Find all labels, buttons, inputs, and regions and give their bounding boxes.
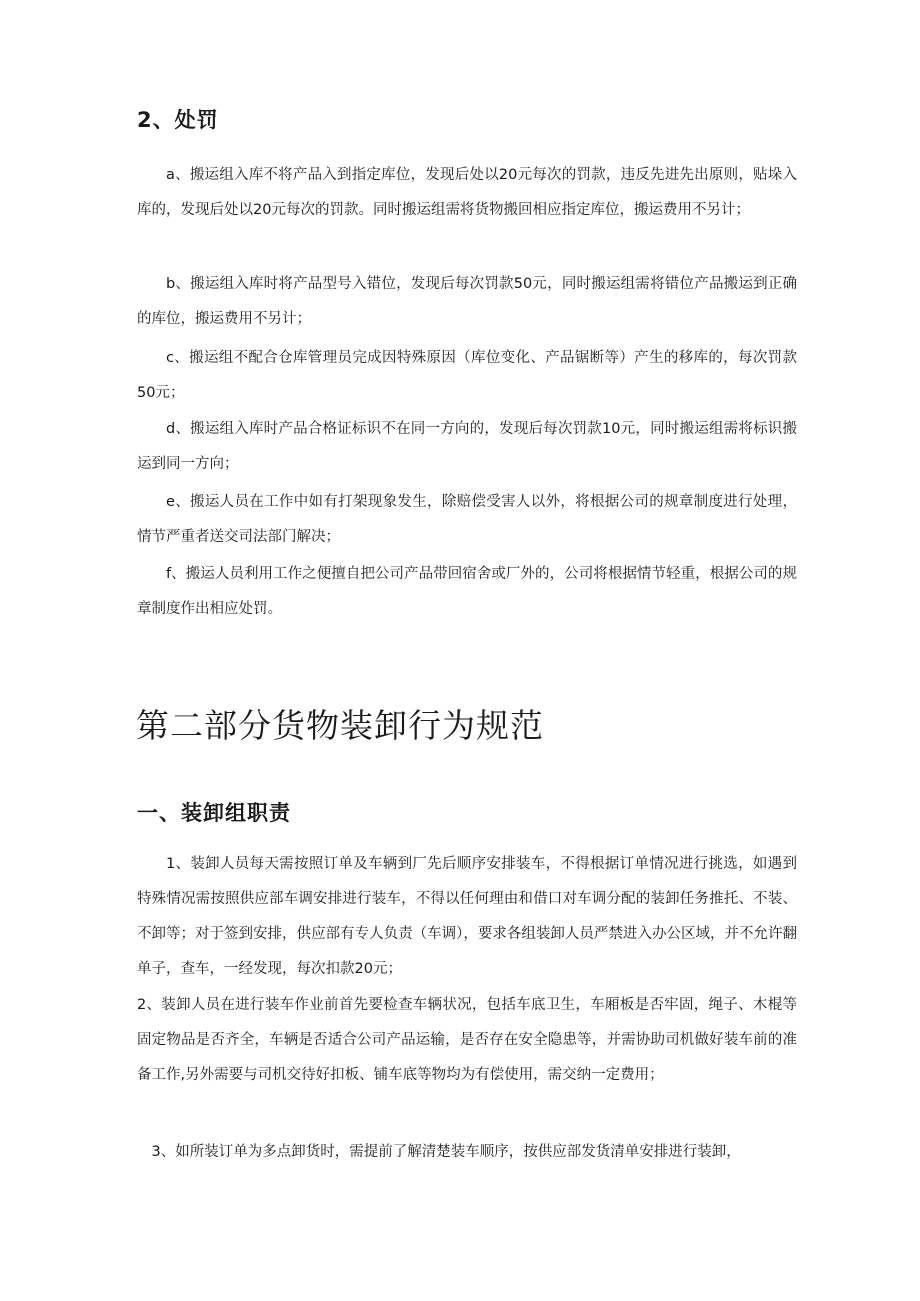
penalty-item-d: d、搬运组入库时产品合格证标识不在同一方向的，发现后每次罚款10元，同时搬运组需将标识搬运到同一方向； bbox=[137, 421, 797, 472]
penalty-item-b: b、搬运组入库时将产品型号入错位，发现后每次罚款50元，同时搬运组需将错位产品搬运到正确的库位，搬运费用不另计； bbox=[137, 276, 797, 327]
loading-duty-2: 2、装卸人员在进行装车作业前首先要检查车辆状况，包括车底卫生，车厢板是否牢固，绳子、木棍等固定物品是否齐全，车辆是否适合公司产品运输，是否存在安全隐患等，并需协助司机做好装车前的准备工作,另外需要与司机交待好扣板、铺车底等物均为有偿使用，需交纳一定费用； bbox=[137, 997, 797, 1083]
loading-duty-3: 3、如所装订单为多点卸货时，需提前了解清楚装车顺序，按供应部发货清单安排进行装卸， bbox=[151, 1144, 741, 1160]
penalty-item-f: f、搬运人员利用工作之便擅自把公司产品带回宿舍或厂外的，公司将根据情节轻重，根据公司的规章制度作出相应处罚。 bbox=[137, 566, 797, 617]
part-two-title: 第二部分货物装卸行为规范 bbox=[136, 706, 544, 745]
penalty-item-e: e、搬运人员在工作中如有打架现象发生，除赔偿受害人以外，将根据公司的规章制度进行处理，情节严重者送交司法部门解决； bbox=[137, 494, 797, 545]
penalty-item-a: a、搬运组入库不将产品入到指定库位，发现后处以20元每次的罚款，违反先进先出原则，贴垛入库的，发现后处以20元每次的罚款。同时搬运组需将货物搬回相应指定库位，搬运费用不另计； bbox=[137, 167, 797, 218]
penalty-heading: 2、处罚 bbox=[137, 108, 219, 132]
penalty-item-c: c、搬运组不配合仓库管理员完成因特殊原因（库位变化、产品锯断等）产生的移库的，每次罚款50元； bbox=[137, 350, 797, 401]
loading-duty-1: 1、装卸人员每天需按照订单及车辆到厂先后顺序安排装车，不得根据订单情况进行挑选，如遇到特殊情况需按照供应部车调安排进行装车，不得以任何理由和借口对车调分配的装卸任务推托、不装、不卸等；对于签到安排，供应部有专人负责（车调），要求各组装卸人员严禁进入办公区域，并不允许翻单子，查车，一经发现，每次扣款20元； bbox=[137, 856, 797, 977]
loading-duties-heading: 一、装卸组职责 bbox=[137, 801, 291, 825]
